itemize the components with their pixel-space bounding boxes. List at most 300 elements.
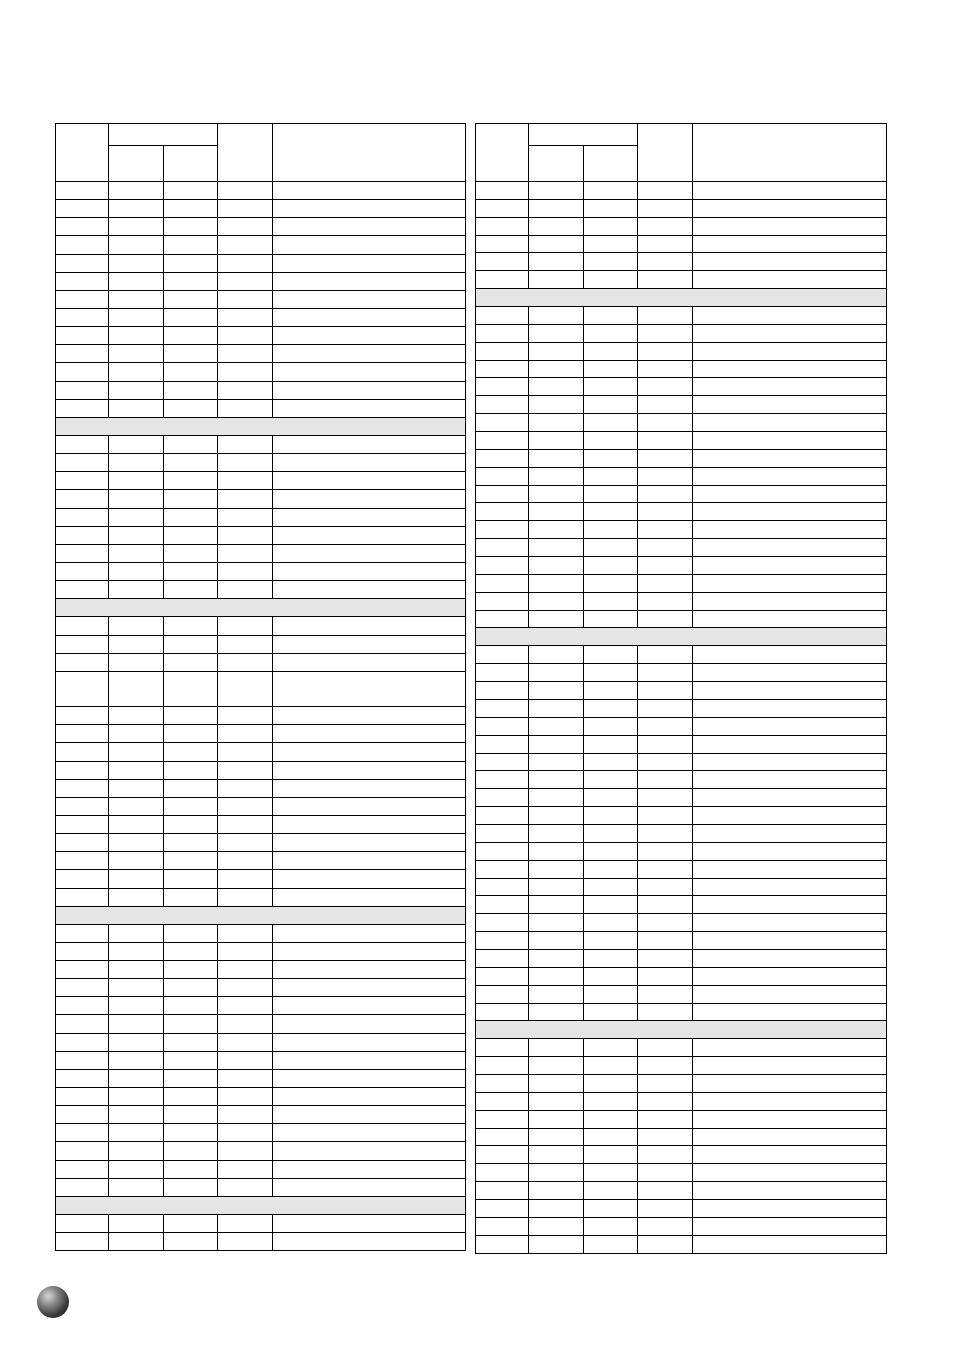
table-cell <box>529 1199 584 1217</box>
table-cell <box>109 381 164 399</box>
table-cell <box>56 435 109 453</box>
table-cell <box>476 592 529 610</box>
right-table <box>475 123 887 1254</box>
table-cell <box>693 932 887 950</box>
table-cell <box>109 961 164 979</box>
left-table <box>55 123 466 1251</box>
table-cell <box>638 1235 693 1253</box>
table-cell <box>529 717 584 735</box>
table-cell <box>273 779 466 797</box>
table-cell <box>638 235 693 253</box>
table-row <box>56 218 466 236</box>
header-subcell <box>109 146 164 182</box>
table-cell <box>476 503 529 521</box>
table-cell <box>164 327 218 345</box>
table-row <box>56 435 466 453</box>
table-row <box>56 779 466 797</box>
table-row <box>476 414 887 432</box>
table-cell <box>56 1088 109 1106</box>
table-cell <box>584 699 638 717</box>
table-cell <box>218 399 273 417</box>
table-cell <box>109 761 164 779</box>
table-cell <box>638 646 693 664</box>
table-cell <box>584 1164 638 1182</box>
table-cell <box>109 254 164 272</box>
table-cell <box>693 271 887 289</box>
table-row <box>476 539 887 557</box>
table-cell <box>476 1164 529 1182</box>
table-cell <box>638 842 693 860</box>
table-cell <box>109 472 164 490</box>
table-cell <box>56 508 109 526</box>
table-cell <box>529 842 584 860</box>
table-cell <box>164 254 218 272</box>
table-cell <box>584 307 638 325</box>
table-row <box>56 888 466 906</box>
table-cell <box>218 562 273 580</box>
table-cell <box>693 449 887 467</box>
table-cell <box>638 557 693 575</box>
table-cell <box>693 807 887 825</box>
table-row <box>56 1160 466 1178</box>
table-cell <box>693 1235 887 1253</box>
table-cell <box>164 671 218 706</box>
table-cell <box>638 592 693 610</box>
table-cell <box>584 789 638 807</box>
table-cell <box>56 1233 109 1251</box>
table-cell <box>476 932 529 950</box>
table-cell <box>109 997 164 1015</box>
table-cell <box>638 878 693 896</box>
table-cell <box>56 870 109 888</box>
section-cell <box>56 417 466 435</box>
table-cell <box>273 942 466 960</box>
table-row <box>476 360 887 378</box>
table-cell <box>273 435 466 453</box>
table-cell <box>584 360 638 378</box>
table-cell <box>693 949 887 967</box>
table-cell <box>56 617 109 635</box>
table-row <box>476 1164 887 1182</box>
table-cell <box>164 852 218 870</box>
table-cell <box>56 1215 109 1233</box>
table-cell <box>218 671 273 706</box>
table-cell <box>638 574 693 592</box>
table-cell <box>273 308 466 326</box>
section-row <box>56 1196 466 1214</box>
table-cell <box>584 1110 638 1128</box>
table-row <box>56 834 466 852</box>
table-cell <box>529 467 584 485</box>
table-cell <box>638 539 693 557</box>
table-cell <box>529 932 584 950</box>
gray-sphere-icon <box>37 1286 69 1318</box>
table-cell <box>584 485 638 503</box>
table-row <box>476 682 887 700</box>
table-row <box>476 860 887 878</box>
table-cell <box>218 254 273 272</box>
table-cell <box>638 1199 693 1217</box>
header-subcell <box>584 146 638 182</box>
table-row <box>476 217 887 235</box>
table-cell <box>476 342 529 360</box>
table-cell <box>584 753 638 771</box>
table-cell <box>164 508 218 526</box>
table-cell <box>109 327 164 345</box>
table-cell <box>584 914 638 932</box>
table-cell <box>638 967 693 985</box>
table-cell <box>218 308 273 326</box>
table-cell <box>56 997 109 1015</box>
table-cell <box>638 735 693 753</box>
header-cell <box>273 124 466 182</box>
table-cell <box>218 1215 273 1233</box>
table-cell <box>476 682 529 700</box>
table-row <box>476 807 887 825</box>
section-cell <box>56 1196 466 1214</box>
table-cell <box>273 888 466 906</box>
table-cell <box>109 562 164 580</box>
table-cell <box>218 617 273 635</box>
header-row <box>476 124 887 146</box>
table-cell <box>273 979 466 997</box>
table-cell <box>109 1233 164 1251</box>
table-cell <box>638 467 693 485</box>
table-cell <box>584 610 638 628</box>
table-cell <box>56 182 109 200</box>
table-row <box>476 449 887 467</box>
table-row <box>476 396 887 414</box>
table-cell <box>693 735 887 753</box>
table-cell <box>584 271 638 289</box>
table-cell <box>638 503 693 521</box>
table-cell <box>109 815 164 833</box>
table-cell <box>218 979 273 997</box>
table-row <box>56 997 466 1015</box>
table-cell <box>638 932 693 950</box>
table-cell <box>56 254 109 272</box>
table-row <box>476 967 887 985</box>
table-cell <box>273 544 466 562</box>
table-row <box>56 1088 466 1106</box>
table-cell <box>164 1088 218 1106</box>
table-cell <box>56 671 109 706</box>
table-cell <box>476 1146 529 1164</box>
header-cell <box>638 124 693 182</box>
table-cell <box>109 236 164 254</box>
table-cell <box>164 1215 218 1233</box>
table-cell <box>273 345 466 363</box>
table-cell <box>218 834 273 852</box>
table-cell <box>584 574 638 592</box>
table-cell <box>218 1233 273 1251</box>
table-cell <box>218 526 273 544</box>
table-cell <box>584 432 638 450</box>
table-cell <box>164 182 218 200</box>
table-row <box>476 896 887 914</box>
table-row <box>56 1069 466 1087</box>
table-cell <box>529 1110 584 1128</box>
table-cell <box>218 997 273 1015</box>
table-cell <box>638 896 693 914</box>
table-cell <box>56 707 109 725</box>
table-cell <box>56 979 109 997</box>
table-cell <box>693 1003 887 1021</box>
table-cell <box>693 342 887 360</box>
table-cell <box>218 327 273 345</box>
table-cell <box>273 852 466 870</box>
table-row <box>476 432 887 450</box>
table-cell <box>584 1199 638 1217</box>
table-cell <box>693 878 887 896</box>
table-cell <box>273 236 466 254</box>
table-cell <box>529 1128 584 1146</box>
table-cell <box>164 779 218 797</box>
table-cell <box>638 717 693 735</box>
table-cell <box>529 307 584 325</box>
table-cell <box>56 381 109 399</box>
table-cell <box>693 574 887 592</box>
table-cell <box>164 1178 218 1196</box>
table-row <box>476 610 887 628</box>
table-cell <box>164 979 218 997</box>
table-cell <box>529 878 584 896</box>
table-cell <box>693 967 887 985</box>
table-cell <box>476 824 529 842</box>
table-cell <box>584 807 638 825</box>
table-cell <box>638 860 693 878</box>
table-cell <box>56 1178 109 1196</box>
table-cell <box>164 290 218 308</box>
table-row <box>476 1003 887 1021</box>
table-cell <box>584 592 638 610</box>
table-row <box>56 308 466 326</box>
table-cell <box>109 1142 164 1160</box>
table-cell <box>584 1217 638 1235</box>
table-cell <box>218 508 273 526</box>
table-cell <box>638 182 693 200</box>
table-cell <box>218 218 273 236</box>
table-cell <box>529 753 584 771</box>
table-cell <box>693 824 887 842</box>
table-cell <box>56 635 109 653</box>
table-cell <box>693 789 887 807</box>
table-cell <box>218 381 273 399</box>
table-cell <box>273 961 466 979</box>
table-cell <box>273 562 466 580</box>
table-cell <box>693 914 887 932</box>
table-cell <box>164 797 218 815</box>
table-cell <box>273 1033 466 1051</box>
table-cell <box>529 557 584 575</box>
header-subcell <box>164 146 218 182</box>
table-cell <box>584 967 638 985</box>
table-cell <box>273 472 466 490</box>
table-cell <box>109 1033 164 1051</box>
table-cell <box>109 490 164 508</box>
table-cell <box>638 753 693 771</box>
table-cell <box>476 1199 529 1217</box>
table-row <box>56 200 466 218</box>
table-cell <box>584 467 638 485</box>
table-row <box>56 870 466 888</box>
table-cell <box>56 490 109 508</box>
section-row <box>56 599 466 617</box>
table-cell <box>218 852 273 870</box>
table-cell <box>273 272 466 290</box>
table-cell <box>693 1039 887 1057</box>
table-cell <box>164 490 218 508</box>
table-cell <box>164 435 218 453</box>
table-cell <box>273 1124 466 1142</box>
table-cell <box>56 544 109 562</box>
table-cell <box>218 454 273 472</box>
table-row <box>56 236 466 254</box>
table-row <box>476 1217 887 1235</box>
table-cell <box>638 253 693 271</box>
table-cell <box>109 1215 164 1233</box>
table-cell <box>218 1124 273 1142</box>
table-cell <box>529 949 584 967</box>
table-cell <box>273 815 466 833</box>
table-cell <box>529 1146 584 1164</box>
table-cell <box>109 743 164 761</box>
table-cell <box>584 735 638 753</box>
table-cell <box>476 360 529 378</box>
table-cell <box>56 1160 109 1178</box>
table-cell <box>109 779 164 797</box>
table-row <box>56 1051 466 1069</box>
table-cell <box>584 217 638 235</box>
table-cell <box>693 592 887 610</box>
table-cell <box>693 646 887 664</box>
table-row <box>476 1199 887 1217</box>
table-cell <box>529 1039 584 1057</box>
table-cell <box>638 789 693 807</box>
table-cell <box>476 1182 529 1200</box>
table-row <box>476 182 887 200</box>
header-group-cell <box>529 124 638 146</box>
table-cell <box>56 1015 109 1033</box>
table-cell <box>476 610 529 628</box>
table-cell <box>218 761 273 779</box>
table-cell <box>109 363 164 381</box>
table-cell <box>638 664 693 682</box>
table-cell <box>218 272 273 290</box>
table-cell <box>273 1106 466 1124</box>
table-cell <box>529 574 584 592</box>
table-cell <box>476 324 529 342</box>
table-cell <box>476 449 529 467</box>
table-cell <box>584 771 638 789</box>
table-cell <box>164 526 218 544</box>
table-cell <box>56 942 109 960</box>
table-row <box>476 753 887 771</box>
table-cell <box>693 182 887 200</box>
table-row <box>476 1128 887 1146</box>
table-cell <box>56 272 109 290</box>
table-cell <box>693 1110 887 1128</box>
table-row <box>56 381 466 399</box>
table-cell <box>476 1092 529 1110</box>
table-cell <box>164 1124 218 1142</box>
table-cell <box>109 635 164 653</box>
table-row <box>56 1178 466 1196</box>
table-cell <box>529 896 584 914</box>
table-row <box>476 574 887 592</box>
table-cell <box>273 399 466 417</box>
table-cell <box>529 985 584 1003</box>
table-cell <box>273 725 466 743</box>
table-cell <box>164 381 218 399</box>
table-row <box>56 581 466 599</box>
table-cell <box>476 521 529 539</box>
table-cell <box>218 182 273 200</box>
table-cell <box>109 345 164 363</box>
section-cell <box>476 628 887 646</box>
table-cell <box>273 834 466 852</box>
table-cell <box>693 1146 887 1164</box>
table-cell <box>56 562 109 580</box>
table-cell <box>693 1092 887 1110</box>
table-cell <box>693 503 887 521</box>
table-cell <box>638 485 693 503</box>
table-cell <box>529 1074 584 1092</box>
table-cell <box>529 485 584 503</box>
table-row <box>56 797 466 815</box>
table-row <box>56 815 466 833</box>
table-cell <box>529 592 584 610</box>
table-cell <box>476 235 529 253</box>
table-row <box>476 307 887 325</box>
table-cell <box>164 725 218 743</box>
table-row <box>476 771 887 789</box>
table-cell <box>476 717 529 735</box>
table-cell <box>56 1124 109 1142</box>
table-row <box>56 1233 466 1251</box>
table-row <box>476 664 887 682</box>
table-cell <box>273 707 466 725</box>
table-cell <box>529 360 584 378</box>
table-cell <box>56 581 109 599</box>
table-cell <box>273 381 466 399</box>
table-row <box>476 253 887 271</box>
table-row <box>476 503 887 521</box>
table-cell <box>218 888 273 906</box>
table-cell <box>584 1182 638 1200</box>
left-table-body <box>56 124 466 1251</box>
table-cell <box>164 870 218 888</box>
table-row <box>56 653 466 671</box>
table-cell <box>476 307 529 325</box>
table-cell <box>476 1128 529 1146</box>
table-cell <box>584 682 638 700</box>
section-cell <box>476 1021 887 1039</box>
table-cell <box>693 610 887 628</box>
table-cell <box>164 653 218 671</box>
table-cell <box>164 761 218 779</box>
table-cell <box>638 1182 693 1200</box>
table-cell <box>529 449 584 467</box>
right-table-body <box>476 124 887 1254</box>
table-cell <box>109 508 164 526</box>
table-cell <box>476 646 529 664</box>
table-cell <box>638 1074 693 1092</box>
table-cell <box>638 682 693 700</box>
table-cell <box>109 182 164 200</box>
table-cell <box>584 235 638 253</box>
table-cell <box>164 472 218 490</box>
